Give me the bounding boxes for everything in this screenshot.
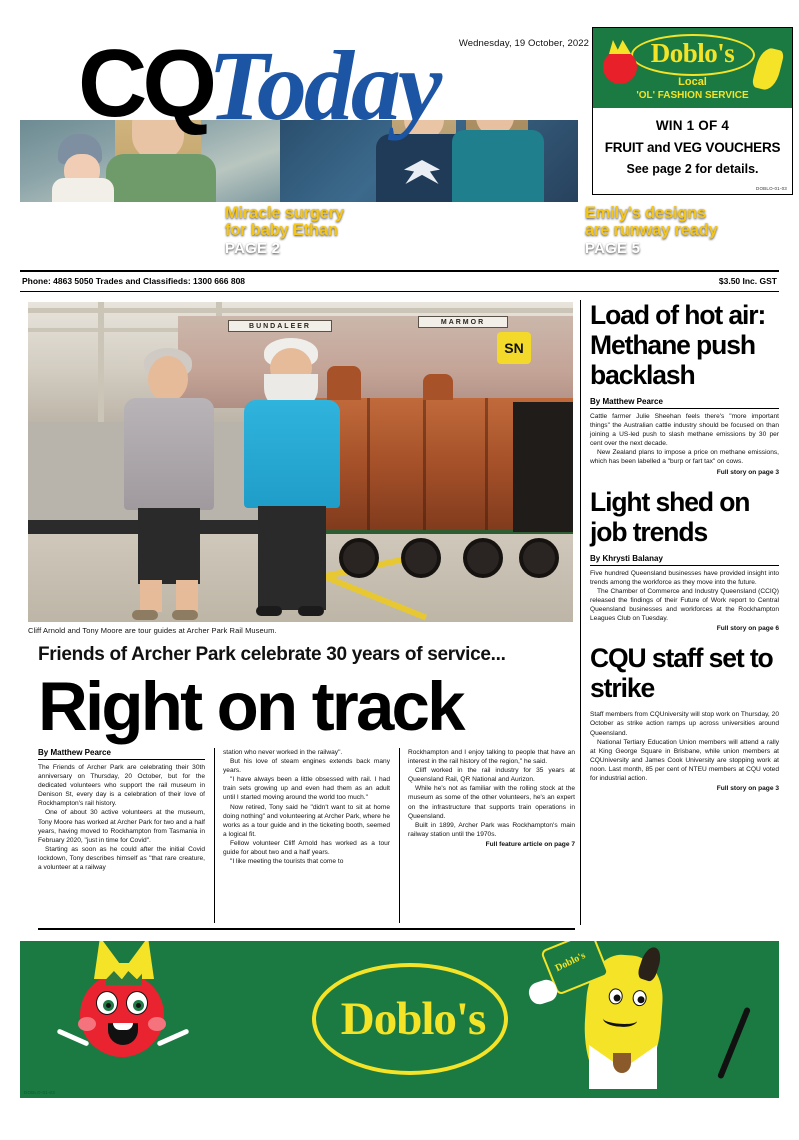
paragraph: But his love of steam engines extends back many years. bbox=[223, 758, 390, 775]
cover-price: $3.50 Inc. GST bbox=[718, 276, 777, 286]
paragraph: "I like meeting the tourists that come to bbox=[230, 858, 344, 866]
tomato-mascot-icon bbox=[603, 50, 637, 84]
masthead-logo bbox=[78, 30, 440, 141]
contact-numbers: Phone: 4863 5050 Trades and Classifieds: 1300 666 808 bbox=[22, 276, 246, 286]
teaser-line-1: Miracle surgery bbox=[225, 204, 344, 222]
story-cqu-strike bbox=[590, 643, 779, 793]
lead-byline: By Matthew Pearce bbox=[38, 748, 205, 760]
contact-info-bar bbox=[20, 270, 779, 292]
paragraph: While he's not as familiar with the rolling stock at the museum as some of the other volunteers, he's an expert on the infrastructure that supports train operations in Queensland. bbox=[408, 785, 575, 820]
teaser-line-2: are runway ready bbox=[585, 220, 718, 239]
lead-column-2 bbox=[223, 748, 390, 923]
story-refer[interactable]: Full story on page 3 bbox=[716, 785, 779, 793]
paragraph: Starting as soon as he could after the initial Covid lockdown, Tony describes himself as "that rare creature, a volunteer at a railway bbox=[38, 845, 205, 872]
promo-line-2: FRUIT and VEG VOUCHERS bbox=[604, 140, 781, 155]
paragraph: The Chamber of Commerce and Industry Queensland (CCIQ) released the findings of their Future of Work report to Central Queensland businesses and workforces at the Rockhampton Leagues Club on Tuesday. bbox=[590, 587, 779, 623]
paragraph: New Zealand plans to impose a price on methane emissions, which has been labelled a "burp or fart tax" on cows. bbox=[590, 449, 779, 466]
doblos-tagline-local: Local bbox=[678, 76, 707, 88]
sign-sn-plate: SN bbox=[497, 332, 531, 364]
bottom-advertisement[interactable] bbox=[20, 941, 779, 1098]
lead-photo-caption: Cliff Arnold and Tony Moore are tour guides at Archer Park Rail Museum. bbox=[28, 626, 277, 635]
banana-mascot-icon bbox=[751, 46, 784, 93]
logo-today: Today bbox=[208, 30, 440, 141]
paragraph: Staff members from CQUniversity will stop work on Thursday, 20 October as strike action ramps up across universities around Queensland. bbox=[590, 711, 779, 737]
story-headline[interactable]: Light shed on job trends bbox=[590, 486, 750, 547]
doblos-promo-panel bbox=[593, 108, 792, 176]
story-byline: By Khrysti Balanay bbox=[590, 554, 779, 566]
paragraph: The Friends of Archer Park are celebrating their 30th anniversary on Thursday, 20 October, but for the dedicated volunteers who support the rail museum in Denison St, every day is a celebration of their love of Rockhampton's rail history. bbox=[38, 764, 205, 808]
lead-story-body bbox=[38, 748, 575, 923]
lead-headline[interactable]: Right on track bbox=[38, 668, 463, 745]
lead-column-1 bbox=[38, 748, 205, 923]
loco-dome-rear bbox=[423, 374, 453, 400]
paragraph: Now retired, Tony said he "didn't want to sit at home doing nothing" and volunteering at Archer Park, where he works as a tour guide and in the ticketing booth, seemed a logical fit. bbox=[223, 803, 390, 838]
doblos-logo-panel bbox=[593, 28, 792, 108]
lead-kicker: Friends of Archer Park celebrate 30 years of service... bbox=[38, 644, 506, 665]
logo-cq: CQ bbox=[78, 30, 212, 137]
paragraph: station who never worked in the railway". bbox=[223, 749, 343, 756]
doblos-brand-text: Doblo's bbox=[650, 38, 735, 68]
ad-reference-code: DOBLO-01-03 bbox=[24, 1090, 55, 1095]
teaser-line-2: for baby Ethan bbox=[225, 220, 338, 239]
tomato-mascot-icon bbox=[80, 973, 164, 1057]
tomato-bow-icon bbox=[94, 941, 154, 979]
lead-story-bottom-rule bbox=[38, 928, 575, 930]
doblos-tagline-service: 'OL' FASHION SERVICE bbox=[636, 90, 749, 101]
banana-tie-icon bbox=[613, 1053, 631, 1073]
publication-date: Wednesday, 19 October, 2022 bbox=[458, 38, 589, 49]
paragraph: One of about 30 active volunteers at the museum, Tony Moore has worked at Archer Park for two and a half years, having moved to Rockhampton from Tasmania in February 2020, "just in time for Covid". bbox=[38, 809, 205, 844]
hat-brand-text: Doblo's bbox=[553, 950, 588, 975]
lead-story-refer[interactable]: Full feature article on page 7 bbox=[485, 840, 575, 848]
ad-reference-code: DOBLO-01-03 bbox=[756, 186, 787, 191]
person-cliff-arnold bbox=[114, 348, 222, 622]
story-job-trends bbox=[590, 487, 779, 634]
lead-photo bbox=[28, 302, 573, 622]
promo-line-3: See page 2 for details. bbox=[626, 162, 759, 176]
right-column-divider bbox=[580, 300, 581, 925]
paragraph: Five hundred Queensland businesses have provided insight into trends among the workforce as they move into the future. bbox=[590, 569, 779, 586]
person-tony-moore bbox=[236, 338, 348, 622]
teaser-page-ref: PAGE 2 bbox=[225, 239, 281, 257]
story-headline[interactable]: CQU staff set to strike bbox=[590, 643, 773, 704]
right-column bbox=[590, 300, 779, 803]
promo-line-1: WIN 1 OF 4 bbox=[655, 118, 730, 133]
teaser-emily-designs[interactable] bbox=[585, 205, 718, 256]
loco-cab bbox=[513, 402, 573, 532]
paragraph: Fellow volunteer Cliff Arnold has worked as a tour guide for about two and a half years. bbox=[223, 839, 390, 857]
doblos-brand-text: Doblo's bbox=[340, 993, 486, 1045]
story-byline: By Matthew Pearce bbox=[590, 397, 779, 409]
lead-column-3 bbox=[408, 748, 575, 923]
sign-bundaleer: BUNDALEER bbox=[228, 320, 332, 332]
masthead-advertisement[interactable] bbox=[592, 27, 793, 195]
story-methane bbox=[590, 300, 779, 477]
story-refer[interactable]: Full story on page 6 bbox=[716, 625, 779, 633]
paragraph: Rockhampton and I enjoy talking to people that have an interest in the rail history of the region," he said. bbox=[408, 749, 575, 766]
paragraph: Cattle farmer Julie Sheehan feels there's "more important things" the Australian cattle industry should be focused on than joining a US-led push to slash methane emissions by 30 per cent over the next decade. bbox=[590, 413, 779, 448]
sign-marmor: MARMOR bbox=[418, 316, 508, 328]
paragraph: Built in 1899, Archer Park was Rockhampton's main railway station until the 1970s. bbox=[408, 821, 575, 838]
story-headline[interactable]: Load of hot air: Methane push backlash bbox=[590, 300, 766, 390]
paragraph: "I have always been a little obsessed with rail. I had train sets growing up and even had them as an adult until I started moving around the world too much." bbox=[223, 776, 390, 802]
banana-cane-icon bbox=[717, 1007, 751, 1080]
paragraph: National Tertiary Education Union members will attend a rally at King George Square in Brisbane, while union members at CQUniversity and James Cook University are stopping work at noon. Last month, 85 per cent of NTEU members at CQU voted for industrial action. bbox=[590, 738, 779, 782]
story-refer[interactable]: Full story on page 3 bbox=[716, 468, 779, 476]
paragraph: Cliff worked in the rail industry for 35 years at Queensland Rail, QR National and Aurizon. bbox=[408, 767, 575, 784]
teaser-baby-ethan[interactable] bbox=[225, 205, 344, 256]
teaser-page-ref: PAGE 5 bbox=[585, 239, 641, 257]
teaser-line-1: Emily's designs bbox=[585, 204, 707, 222]
